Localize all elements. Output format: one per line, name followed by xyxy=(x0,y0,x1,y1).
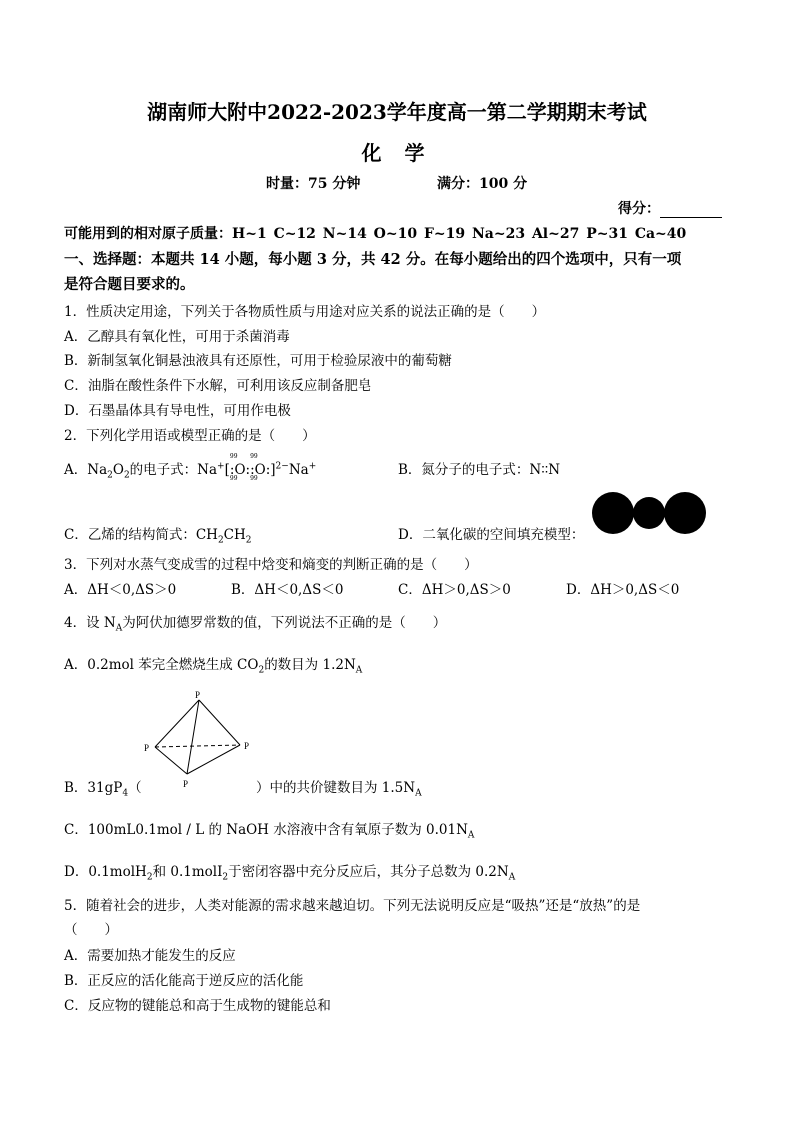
q5-option-c: C．反应物的键能总和高于生成物的键能总和 xyxy=(64,998,331,1014)
q3-stem: 3．下列对水蒸气变成雪的过程中焓变和熵变的判断正确的是（ ） xyxy=(64,557,478,573)
q5-stem-line2: （ ） xyxy=(64,922,118,938)
atomic-masses: 可能用到的相对原子质量：H~1 C~12 N~14 O~10 F~19 Na~23 Al~27 P~31 Ca~40 xyxy=(64,226,687,242)
q4-option-a: A．0.2mol 苯完全燃烧生成 $CO_2$的数目为 $1.2N_A$ xyxy=(64,657,363,676)
q5-option-b: B．正反应的活化能高于逆反应的活化能 xyxy=(64,973,304,989)
q4-option-b-tail: ）中的共价键数目为 $1.5N_A$ xyxy=(256,780,422,799)
p4-tetrahedron-diagram xyxy=(140,690,255,790)
score-blank[interactable] xyxy=(660,203,722,218)
q4-option-d: D．0.1molH$_2$和 0.1molI$_2$于密闭容器中充分反应后，其分子总数为 $0.2N_A$ xyxy=(64,864,516,883)
q4-stem: 4．设 $N_A$为阿伏加德罗常数的值，下列说法不正确的是（ ） xyxy=(64,615,447,634)
section-heading-line1: 一、选择题：本题共 14 小题，每小题 3 分，共 42 分。在每小题给出的四个选项中，只有一项 xyxy=(64,251,682,268)
section-heading-line2: 是符合题目要求的。 xyxy=(64,276,195,293)
q2-option-d: D．二氧化碳的空间填充模型： xyxy=(398,527,585,543)
p-atom-label-top: P xyxy=(195,690,201,700)
time-limit: 时量：75 分钟 xyxy=(266,176,361,192)
co2-space-filling-model xyxy=(592,490,708,540)
score-label: 得分： xyxy=(618,201,660,217)
q1-option-b: B．新制氢氧化铜悬浊液具有还原性，可用于检验尿液中的葡萄糖 xyxy=(64,353,452,369)
q1-option-c: C．油脂在酸性条件下水解，可利用该反应制备肥皂 xyxy=(64,378,372,394)
p-atom-label-left: P xyxy=(144,743,150,753)
q1-stem: 1．性质决定用途，下列关于各物质性质与用途对应关系的说法正确的是（ ） xyxy=(64,304,546,320)
q2-option-c: C．乙烯的结构简式：$CH_2CH_2$ xyxy=(64,527,252,546)
q4-option-c: C．100mL0.1mol / L 的 NaOH 水溶液中含有氧原子数为 $0.01N_A$ xyxy=(64,822,475,841)
q1-option-a: A．乙醇具有氧化性，可用于杀菌消毒 xyxy=(64,329,290,345)
q1-option-d: D．石墨晶体具有导电性，可用作电极 xyxy=(64,403,291,419)
q5-option-a: A．需要加热才能发生的反应 xyxy=(64,948,236,964)
p-atom-label-right: P xyxy=(244,741,250,751)
q2-option-b: B．氮分子的电子式：N∶∶N xyxy=(398,462,561,478)
full-score: 满分：100 分 xyxy=(437,176,528,192)
exam-title: 湖南师大附中2022-2023学年度高一第二学期期末考试 xyxy=(147,100,647,124)
q4-option-b: B．$31gP_4$（ xyxy=(64,780,142,799)
subject-title: 化 学 xyxy=(361,141,433,165)
q3-option-a: A．ΔH＜0,ΔS＞0 xyxy=(64,582,177,598)
q3-option-d: D．ΔH＞0,ΔS＜0 xyxy=(566,582,680,598)
q2-stem: 2．下列化学用语或模型正确的是（ ） xyxy=(64,428,316,444)
q2-option-a: A．$Na_2O_2$的电子式：Na+[: 99 O 99 :: 99 O 99 :]$^{2-}$Na+ xyxy=(64,453,317,482)
q5-stem-line1: 5．随着社会的进步，人类对能源的需求越来越迫切。下列无法说明反应是“吸热”还是“放热”的是 xyxy=(64,898,641,914)
q3-option-b: B．ΔH＜0,ΔS＜0 xyxy=(231,582,344,598)
p-atom-label-bottom: P xyxy=(183,779,189,789)
score-field xyxy=(618,198,722,218)
q3-option-c: C．ΔH＞0,ΔS＞0 xyxy=(398,582,511,598)
